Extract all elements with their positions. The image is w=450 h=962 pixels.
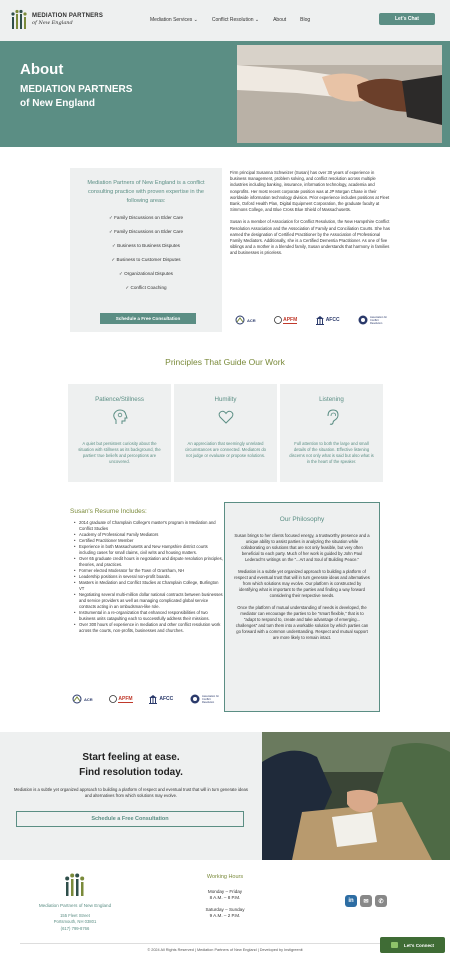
list-item: • Negotiating several multi-million dollar national contracts between businesses and service providers as well as managing complicated global service contracts acting in an ombudsman-like role. (74, 592, 224, 610)
phone-icon[interactable]: ✆ (375, 895, 387, 907)
principle-card-listening (280, 384, 383, 482)
logo-figures-icon (10, 9, 28, 31)
meeting-photo (262, 732, 450, 860)
email-icon[interactable]: ✉ (360, 895, 372, 907)
philosophy-box (224, 502, 380, 712)
list-item: • Academy of Professional Family Mediators (74, 532, 224, 538)
acr-logo: ACR (72, 693, 93, 705)
lets-connect-label: Let's Connect (403, 942, 435, 948)
list-item: • 2014 graduate of Champlain College's master's program in Mediation and Conflict Studies (74, 520, 224, 532)
hero-title: About (20, 61, 64, 78)
resume-partner-logos (72, 692, 222, 706)
footer-phone[interactable]: (617) 799-8766 (60, 926, 90, 931)
hero-subtitle (20, 83, 132, 111)
head-icon (111, 408, 129, 426)
logo-line2: of New England (32, 20, 73, 26)
principle-text: Full attention to both the large and small details of the situation. Effective listening discerns not only what is said but also what is in the heart of the speaker. (289, 441, 374, 464)
list-item: • Over 300 hours of experience in mediation and other conflict resolution work across the courts, non-profits, businesses and churches. (74, 622, 224, 634)
list-item: • Experience in both Massachusetts and New Hampshire district courts including cases for small claims, civil writs and housing matters. (74, 544, 224, 556)
practice-areas-intro: Mediation Partners of New England is a conflict consulting practice with proven expertise in the following areas: (87, 180, 205, 204)
footer-address (20, 913, 130, 932)
afcc-building-icon (316, 316, 324, 325)
schedule-consultation-button-2[interactable]: Schedule a Free Consultation (16, 811, 244, 827)
working-hours-title: Working Hours (206, 874, 244, 880)
list-item: • Over 65 graduate credit hours in negotiation and dispute resolution principles, theories, and practices. (74, 556, 224, 568)
list-item: • Former elected Moderator for the Town of Grantham, NH (74, 568, 224, 574)
philosophy-paragraph-3: Once the platform of mutual understanding of needs is developed, the mediator can encourage the parties to be "smart flexible," that is to "adapt to respond to, create and take advantage of emerging... challenges" and turn them into a workable solution by which parties can go forward with a common understanding. Respect and mutual support are more likely to remain intact. (235, 605, 369, 640)
footer-address-line2: Portsmouth, NH 03801 (53, 918, 97, 924)
philosophy-paragraph-1: Susan brings to her clients focused energy, a trustworthy presence and a unique ability to assist parties in analyzing the situation while collaborating on solutions that are not only feasible, but very often beneficial to each party. Much of her work is guided by John Paul Lederach's writings on the "...Art and Soul of Building Peace." (234, 533, 370, 562)
association-mark-icon (358, 315, 368, 325)
afcc-logo: AFCC (316, 314, 340, 326)
hero-banner (0, 41, 450, 147)
footer-address-line1: 155 Fleet Street (60, 913, 90, 918)
association-mark-icon (190, 694, 200, 704)
philosophy-paragraph-2: Mediation is a subtle yet organized approach to building a platform of respect and eventual trust that will in turn generate ideas and alternatives from which solutions may evolve. Our platform is constructed by identifying what is important to the parties and finding a way forward considering their respective needs. (234, 569, 370, 598)
practice-areas-box (70, 168, 222, 332)
principle-text: A quiet but persistent curiosity about the situation with stillness as its background, the parties' true beliefs and perceptions are uncovered. (78, 441, 161, 464)
principle-card-patience (68, 384, 171, 482)
bio-paragraph-2: Susan is a member of Association for Conflict Resolution, the New Hampshire Conflict Resolution Association and the Association of Family and Conciliation Courts. She has earned the designation of Certified Practitioner by the Association of Professional Family Mediators. Additionally, she is a Certified Dementia Practitioner. As one of five siblings and a mother in a blended family, Susan understands that harmony in families and businesses is priceless. (230, 219, 390, 256)
apfm-logo: APFM (274, 314, 297, 326)
acr-mark-icon (235, 315, 245, 325)
acr-logo: ACR (235, 314, 256, 326)
principles-title: Principles That Guide Our Work (165, 357, 285, 367)
copyright-text: © 2024 All Rights Reserved | Mediation Partners of New England | Developed by Instigreenit (147, 948, 303, 952)
logo-line1: MEDIATION PARTNERS (32, 13, 104, 19)
cta-heading-line1: Start feeling at ease. (82, 752, 180, 763)
principle-title: Patience/Stillness (95, 396, 144, 403)
hours-weekday-label: Monday – Friday (207, 889, 243, 894)
association-logo: Association for Conflict Resolution (358, 314, 390, 326)
cta-text: Mediation is a subtle yet organized approach to building a platform of respect and eventual trust that will in turn generate ideas and alternatives from which solutions may evolve. (14, 787, 248, 798)
practice-areas-list (70, 211, 222, 295)
footer-company-name: Mediation Partners of New England (38, 903, 112, 908)
philosophy-title: Our Philosophy (279, 516, 325, 523)
resume-title: Susan's Resume Includes: (70, 508, 147, 515)
site-header (0, 0, 450, 41)
list-item: ✓ Family Discussions on Elder Care (108, 215, 184, 220)
list-item: • Instrumental in a re-organization that enhanced responsibilities of two business units catapulting each to successfully address their missions. (74, 610, 224, 622)
hero-subtitle-line2: of New England (20, 98, 95, 109)
chat-icon (391, 942, 398, 948)
afcc-building-icon (149, 695, 157, 704)
heart-icon (217, 408, 235, 426)
acr-mark-icon (72, 694, 82, 704)
resume-list (74, 520, 224, 634)
association-logo: Association for Conflict Resolution (190, 693, 222, 705)
cta-heading-line2: Find resolution today. (79, 767, 183, 778)
nav-conflict-resolution[interactable]: Conflict Resolution ⌄ (211, 17, 260, 23)
principle-card-humility (174, 384, 277, 482)
list-item: • Certified Practitioner Member (74, 538, 224, 544)
cta-section (0, 732, 450, 860)
apfm-mark-icon (274, 315, 282, 325)
hero-subtitle-line1: MEDIATION PARTNERS (20, 84, 133, 95)
partner-logos (235, 313, 390, 327)
list-item: • Masters in Mediation and Conflict Studies at Champlain College, Burlington VT (74, 580, 224, 592)
nav-blog[interactable]: Blog (300, 17, 311, 23)
handshake-photo (237, 45, 442, 143)
ear-icon (323, 408, 341, 426)
nav-about[interactable]: About (273, 17, 287, 23)
hours-weekday-time: 8 A.M. – 8 P.M. (209, 895, 241, 900)
bio-paragraph-1: Firm principal Susanna Schweizer (Susan) has over 30 years of experience in business management, problem solving, and conflict resolution across multiple industries including banking, insurance, information technology, academia and nonprofits. Her most recent corporate position was at JP Morgan Chase in their worldwide information technology division. Prior experience includes positions at Fleet Bank, Oxford Health Plan, Digital Equipment Corporation, the graduate faculty at Simmons College, and Blue Cross Blue Shield of Massachusetts. (230, 170, 390, 213)
nav-mediation-services[interactable]: Mediation Services ⌄ (150, 17, 198, 23)
hours-weekend-label: Saturday – Sunday (205, 907, 245, 912)
principle-title: Humility (214, 396, 237, 403)
list-item: ✓ Business to Business Disputes (112, 243, 180, 248)
working-hours (180, 889, 270, 919)
linkedin-icon[interactable]: in (345, 895, 357, 907)
afcc-logo: AFCC (149, 693, 173, 705)
list-item: • Leadership positions in several non-profit boards. (74, 574, 224, 580)
social-links (345, 895, 390, 907)
principle-title: Listening (319, 396, 344, 403)
list-item: ✓ Conflict Coaching (125, 285, 167, 290)
lets-chat-button[interactable]: Let's Chat (379, 13, 435, 25)
apfm-mark-icon (109, 694, 117, 704)
footer-divider (20, 943, 430, 944)
lets-connect-button[interactable] (380, 937, 445, 953)
principle-text: An appreciation that seemingly unrelated circumstances are connected. Mediators do not judge or evaluate or propose solutions. (185, 441, 266, 458)
main-nav (150, 17, 324, 23)
list-item: ✓ Family Discussions on Elder Care (108, 229, 184, 234)
apfm-logo: APFM (109, 693, 132, 705)
list-item: ✓ Business to Customer Disputes (111, 257, 181, 262)
bio-text (230, 170, 390, 263)
hours-weekend-time: 9 A.M. – 2 P.M. (209, 913, 241, 918)
footer-logo-icon[interactable] (64, 872, 86, 898)
site-logo[interactable] (10, 9, 103, 31)
list-item: ✓ Organizational Disputes (119, 271, 173, 276)
schedule-consultation-button[interactable]: Schedule a Free Consultation (100, 313, 196, 324)
